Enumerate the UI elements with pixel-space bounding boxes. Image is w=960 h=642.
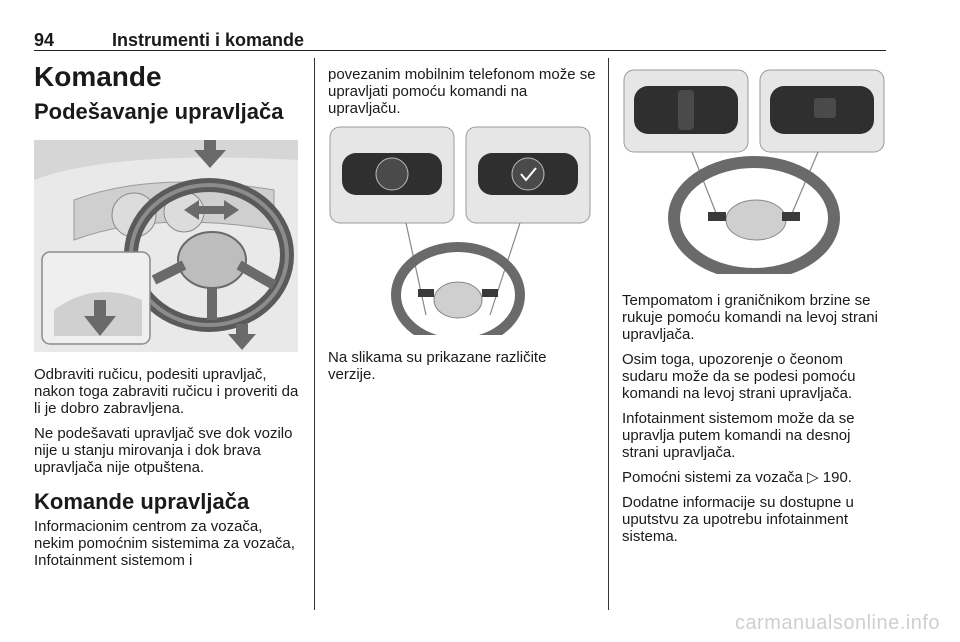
paragraph: povezanim mobilnim telefonom može se upravljati pomoću komandi na upravljaču. — [328, 66, 596, 117]
paragraph: Ne podešavati upravljač sve dok vozilo nije u stanju mirovanja i dok brava upravljača nije otpuštena. — [34, 425, 293, 476]
page-header — [34, 30, 886, 51]
steering-controls-illustration-b — [622, 68, 886, 274]
paragraph: Tempomatom i graničnikom brzine se rukuje pomoću komandi na levoj strani upravljača. — [622, 292, 878, 343]
steering-adjust-illustration — [34, 140, 298, 352]
paragraph: Infotainment sistemom može da se upravlja putem komandi na desnoj strani upravljača. — [622, 410, 855, 461]
paragraph: Osim toga, upozorenje o čeonom sudaru može da se podesi pomoću komandi na levoj strani upravljača. — [622, 351, 856, 402]
paragraph: Na slikama su prikazane različite verzije. — [328, 349, 547, 383]
steering-controls-illustration-a — [328, 125, 592, 335]
paragraph: Dodatne informacije su dostupne u uputstvu za upotrebu infotainment sistema. — [622, 494, 854, 545]
chapter-title: Komande — [34, 61, 162, 92]
paragraph: Odbraviti ručicu, podesiti upravljač, nakon toga zabraviti ručicu i proveriti da li je dobro zabravljena. — [34, 366, 299, 417]
column-3 — [622, 68, 890, 553]
subsection-title: Podešavanje upravljača — [34, 99, 284, 124]
column-divider-2 — [608, 58, 609, 610]
column-1 — [34, 60, 302, 577]
cross-reference: Pomoćni sistemi za vozača ▷ 190. — [622, 469, 852, 486]
section-heading: Komande upravljača — [34, 489, 250, 514]
column-2 — [328, 66, 596, 391]
paragraph: Informacionim centrom za vozača, nekim pomoćnim sistemima za vozača, Infotainment sistemom i — [34, 518, 295, 569]
page-number: 94 — [34, 30, 55, 50]
section-title: Instrumenti i komande — [112, 30, 305, 50]
column-divider-1 — [314, 58, 315, 610]
watermark: carmanualsonline.info — [734, 612, 940, 634]
